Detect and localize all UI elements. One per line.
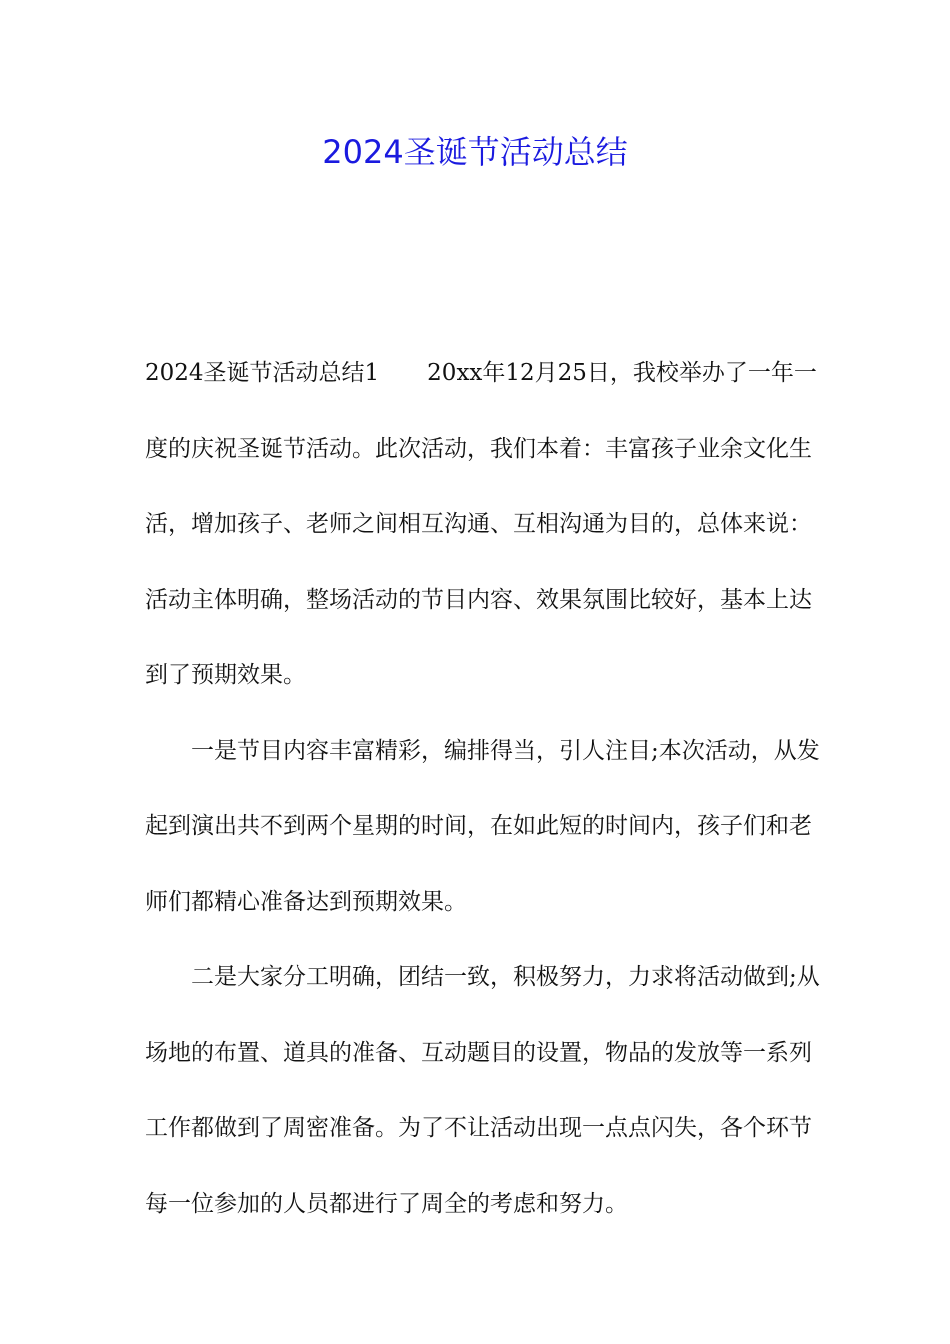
document-body (145, 336, 825, 1242)
paragraph-3: 二是大家分工明确，团结一致，积极努力，力求将活动做到;从场地的布置、道具的准备、互动题目的设置，物品的发放等一系列工作都做到了周密准备。为了不让活动出现一点点闪失，各个环节每一位参加的人员都进行了周全的考虑和努力。 (145, 964, 820, 1217)
paragraph-2: 一是节目内容丰富精彩，编排得当，引人注目;本次活动，从发起到演出共不到两个星期的时间，在如此短的时间内，孩子们和老师们都精心准备达到预期效果。 (145, 737, 820, 915)
document-title: 2024圣诞节活动总结 (322, 133, 628, 171)
paragraph-1-text: 20xx年12月25日，我校举办了一年一度的庆祝圣诞节活动。此次活动，我们本着：丰富孩子业余文化生活，增加孩子、老师之间相互沟通、互相沟通为目的，总体来说：活动主体明确，整场活动的节目内容、效果氛围比较好，基本上达到了预期效果。 (145, 360, 817, 688)
paragraph-1-lead: 2024圣诞节活动总结1 (145, 360, 380, 386)
paragraph-1 (145, 336, 825, 714)
